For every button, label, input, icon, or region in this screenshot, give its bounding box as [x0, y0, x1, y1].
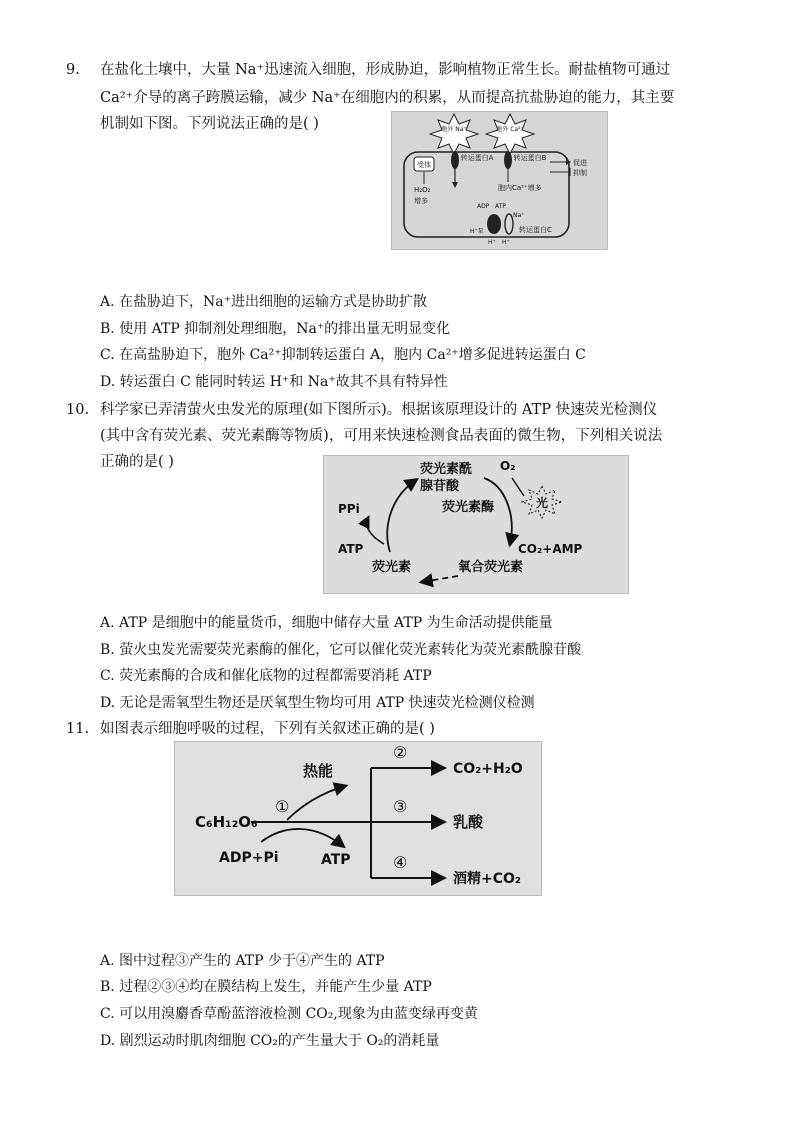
- inner-ca-label: 胞内Ca²⁺增多: [498, 184, 542, 192]
- ppi-label: PPi: [338, 502, 360, 516]
- atp-label-11: ATP: [321, 852, 351, 868]
- q11-figure: [174, 741, 542, 896]
- q11-option-d[interactable]: D. 剧烈运动时肌肉细胞 CO₂的产生量大于 O₂的消耗量: [100, 1033, 440, 1049]
- circle-4: ④: [393, 853, 408, 872]
- q11-option-a[interactable]: A. 图中过程③产生的 ATP 少于④产生的 ATP: [100, 953, 385, 969]
- q11-stem-line1: 如图表示细胞呼吸的过程，下列有关叙述正确的是( ): [100, 721, 435, 737]
- luciferin-label: 荧光素: [372, 560, 412, 575]
- legend-promote: 促进: [573, 159, 587, 167]
- outer-ca-label: 胞外 Ca²⁺: [496, 126, 524, 133]
- increase-label: 增多: [414, 197, 428, 205]
- q9-option-c[interactable]: C. 在高盐胁迫下，胞外 Ca²⁺抑制转运蛋白 A，胞内 Ca²⁺增多促进转运蛋白 C: [100, 347, 586, 363]
- h2-label: H⁺: [502, 239, 510, 246]
- adp-pi-label: ADP+Pi: [219, 850, 279, 866]
- q9-stem-line1: 在盐化土壤中，大量 Na⁺迅速流入细胞，形成胁迫，影响植物正常生长。耐盐植物可通过: [100, 62, 671, 78]
- glucose-label: C₆H₁₂O₆: [195, 813, 258, 831]
- top-label-1: 荧光素酰: [420, 462, 473, 477]
- q11-option-c[interactable]: C. 可以用溴麝香草酚蓝溶液检测 CO₂,现象为由蓝变绿再变黄: [100, 1006, 478, 1022]
- product-3: 乳酸: [453, 813, 484, 831]
- circle-3: ③: [393, 797, 408, 816]
- oxy-label: 氧合荧光素: [458, 560, 524, 575]
- enzyme-label: 荧光素酶: [442, 500, 495, 515]
- q10-number: 10.: [66, 402, 90, 418]
- transporter-a-label: 转运蛋白A: [460, 154, 494, 162]
- receptor-label: 受体: [417, 161, 431, 169]
- transporter-b-label: 转运蛋白B: [513, 154, 547, 162]
- top-label-2: 腺苷酸: [420, 479, 460, 494]
- q11-number: 11.: [66, 721, 90, 737]
- outer-ca-burst: [486, 114, 534, 154]
- na-inner-label: Na⁺: [513, 212, 525, 219]
- outer-na-label: 胞外 Na⁺: [441, 126, 467, 133]
- atp-label: ATP: [495, 203, 506, 210]
- adp-label: ADP: [477, 203, 490, 210]
- q10-option-c[interactable]: C. 荧光素酶的合成和催化底物的过程都需要消耗 ATP: [100, 668, 432, 684]
- q10-stem-line2: (其中含有荧光素、荧光素酶等物质)，可用来快速检测食品表面的微生物，下列相关说法: [100, 428, 663, 444]
- q10-option-d[interactable]: D. 无论是需氧型生物还是厌氧型生物均可用 ATP 快速荧光检测仪检测: [100, 695, 535, 711]
- atp-label-10: ATP: [338, 542, 364, 556]
- q9-option-a[interactable]: A. 在盐胁迫下，Na⁺进出细胞的运输方式是协助扩散: [100, 294, 427, 310]
- h1-label: H⁺: [488, 239, 496, 246]
- q9-stem-line3: 机制如下图。下列说法正确的是( ): [100, 116, 319, 132]
- q10-stem-line3: 正确的是( ): [100, 454, 174, 470]
- product-4: 酒精+CO₂: [453, 871, 522, 887]
- q9-figure: [391, 111, 608, 250]
- circle-2: ②: [393, 743, 408, 762]
- q9-stem-line2: Ca²⁺介导的离子跨膜运输，减少 Na⁺在细胞内的积累，从而提高抗盐胁迫的能力，其主要: [100, 90, 675, 106]
- q9-option-d[interactable]: D. 转运蛋白 C 能同时转运 H⁺和 Na⁺故其不具有特异性: [100, 374, 448, 390]
- product-2: CO₂+H₂O: [453, 761, 523, 777]
- q11-option-b[interactable]: B. 过程②③④均在膜结构上发生，并能产生少量 ATP: [100, 979, 432, 995]
- h-pump-label: H⁺泵: [470, 228, 484, 235]
- legend-inhibit: 抑制: [573, 169, 587, 177]
- q9-option-b[interactable]: B. 使用 ATP 抑制剂处理细胞，Na⁺的排出量无明显变化: [100, 321, 451, 337]
- heat-label: 热能: [303, 762, 334, 780]
- q10-stem-line1: 科学家已弄清萤火虫发光的原理(如下图所示)。根据该原理设计的 ATP 快速荧光检测仪: [100, 402, 658, 418]
- outer-na-burst: [430, 114, 478, 154]
- h2o2-label: H₂O₂: [414, 186, 431, 194]
- light-label: 光: [535, 496, 549, 510]
- q10-figure: [323, 455, 629, 594]
- q10-option-a[interactable]: A. ATP 是细胞中的能量货币，细胞中储存大量 ATP 为生命活动提供能量: [100, 615, 553, 631]
- q9-number: 9.: [66, 62, 80, 78]
- o2-label: O₂: [500, 459, 516, 473]
- q10-option-b[interactable]: B. 萤火虫发光需要荧光素酶的催化，它可以催化荧光素转化为荧光素酰腺苷酸: [100, 642, 582, 658]
- co2amp-label: CO₂+AMP: [518, 542, 583, 556]
- transporter-c-label: 转运蛋白C: [519, 226, 552, 234]
- circle-1: ①: [275, 797, 290, 816]
